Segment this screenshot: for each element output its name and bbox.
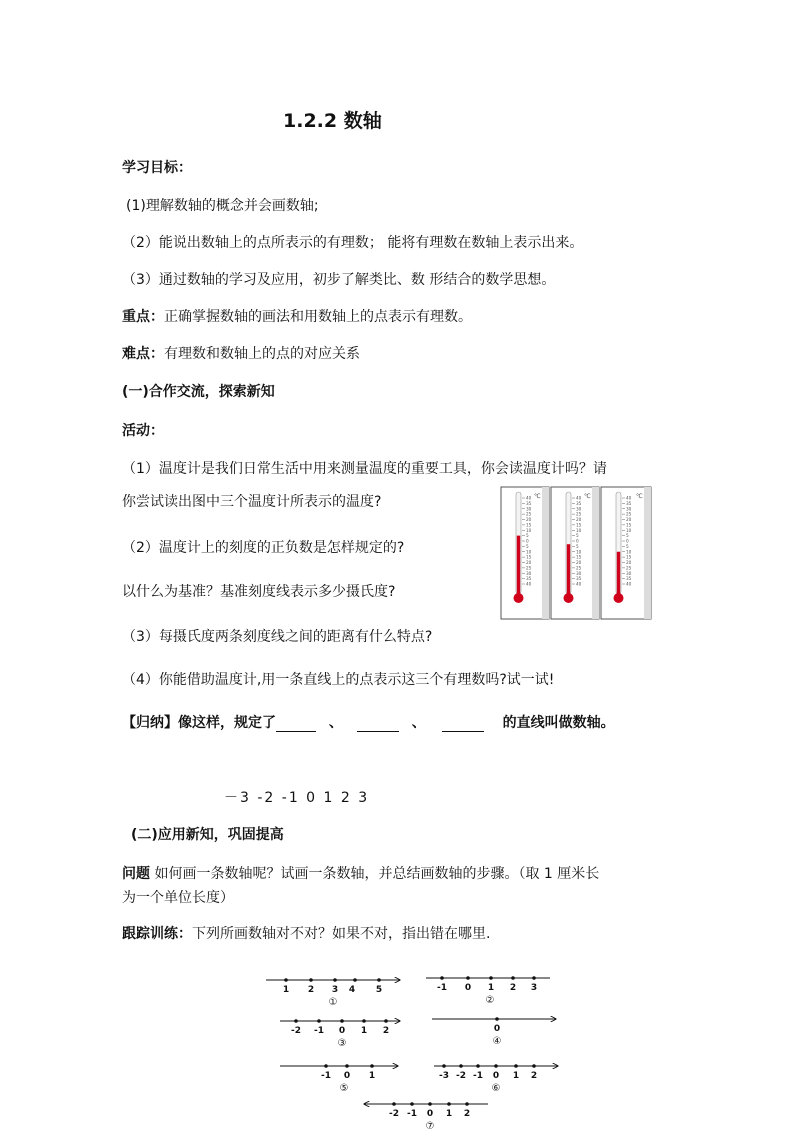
thermometer-tick-label: 5 — [526, 543, 529, 549]
thermometer-tick-label: 10 — [526, 527, 532, 533]
axis-point — [353, 978, 357, 982]
question-3: （3）每摄氏度两条刻度线之间的距离有什么特点? — [122, 629, 433, 645]
difficulty — [122, 343, 360, 363]
thermometer-unit: ℃ — [584, 493, 591, 500]
axis-point — [440, 976, 444, 980]
thermometer-tick-label: 10 — [576, 527, 582, 533]
thermometer-tick-label: 35 — [526, 500, 532, 506]
thermometer-mercury — [617, 552, 620, 596]
thermometer-bulb — [564, 593, 574, 603]
practice — [122, 923, 490, 943]
thermometer-tick-label: 10 — [626, 527, 632, 533]
objectives-heading: 学习目标： — [122, 160, 192, 176]
axis-point — [447, 1102, 451, 1106]
thermometer-bulb — [614, 593, 624, 603]
thermometer-tick-label: 20 — [626, 517, 632, 523]
axis-point — [495, 1017, 499, 1021]
axis-tick-label: 2 — [382, 1026, 390, 1036]
axis-tick-label: 1 — [445, 1109, 453, 1119]
axis-tick-label: -2 — [389, 1109, 399, 1119]
axis-tick-label: 3 — [331, 985, 339, 995]
axis-point — [428, 1102, 432, 1106]
thermometer-tick-label: 30 — [626, 570, 632, 576]
thermometer-tick-label: 25 — [526, 565, 532, 571]
thermometers-figure — [500, 486, 652, 620]
problem-label: 问题 — [122, 866, 150, 882]
question-4: （4）你能借助温度计,用一条直线上的点表示这三个有理数吗?试一试! — [122, 672, 555, 688]
thermometer-tick-label: 15 — [526, 522, 532, 528]
axis-point — [377, 978, 381, 982]
axis-tick-label: 1 — [512, 1071, 520, 1081]
axis-point — [511, 976, 515, 980]
thermometer-tick-label: 5 — [576, 543, 579, 549]
axis-tick-label: 3 — [530, 983, 538, 993]
thermometer-tick-label: 0 — [526, 538, 529, 544]
thermometer-tick-label: 20 — [526, 560, 532, 566]
axis-tick-label: -1 — [314, 1026, 324, 1036]
axis-tick-label: 0 — [493, 1024, 501, 1034]
thermometer-tick-label: 40 — [626, 581, 632, 587]
thermometer-bulb — [514, 593, 524, 603]
thermometer-tick-label: 35 — [526, 576, 532, 582]
key-point-label: 重点： — [122, 309, 164, 325]
axis-caption: ① — [328, 997, 338, 1008]
axis-tick-label: -1 — [321, 1071, 331, 1081]
axis-point — [532, 1064, 536, 1068]
axis-point — [466, 976, 470, 980]
page-title: 1.2.2 数轴 — [283, 110, 382, 132]
axis-tick-label: -1 — [473, 1071, 483, 1081]
number-line-labels: －3 -2 -1 0 1 2 3 — [224, 790, 370, 806]
thermometer-tick-label: 35 — [626, 576, 632, 582]
question-2-line-1: （2）温度计上的刻度的正负数是怎样规定的? — [122, 540, 405, 556]
axis-point — [392, 1102, 396, 1106]
axis-tick-label: 0 — [426, 1109, 434, 1119]
axis-tick-label: 4 — [348, 985, 356, 995]
axis-point — [494, 1064, 498, 1068]
thermometer-tick-label: 10 — [576, 549, 582, 555]
axis-point — [476, 1064, 480, 1068]
axis-tick-label: -2 — [456, 1071, 466, 1081]
thermometer-tick-label: 25 — [576, 511, 582, 517]
axis-point — [333, 978, 337, 982]
axis-tick-label: 0 — [338, 1026, 346, 1036]
axis-point — [370, 1064, 374, 1068]
axes-figure — [258, 965, 568, 1130]
axis-point — [384, 1019, 388, 1023]
axis-tick-label: 1 — [282, 985, 290, 995]
thermometer-tick-label: 35 — [626, 500, 632, 506]
axis-tick-label: -2 — [291, 1026, 301, 1036]
summary — [122, 712, 615, 732]
thermometer-tick-label: 15 — [626, 554, 632, 560]
thermometer-tick-label: 30 — [626, 506, 632, 512]
axis-tick-label: 1 — [368, 1071, 376, 1081]
summary-prefix: 【归纳】 — [122, 715, 178, 731]
problem-line-2: 为一个单位长度） — [122, 890, 234, 906]
axis-tick-label: 2 — [509, 983, 517, 993]
difficulty-label: 难点： — [122, 346, 164, 362]
axis-point — [442, 1064, 446, 1068]
blank-2[interactable] — [357, 717, 399, 732]
axis-caption: ③ — [337, 1038, 347, 1049]
axis-point — [410, 1102, 414, 1106]
practice-label: 跟踪训练： — [122, 926, 192, 942]
thermometer-tick-label: 20 — [576, 517, 582, 523]
axis-tick-label: 2 — [530, 1071, 538, 1081]
axis-point — [294, 1019, 298, 1023]
axis-tick-label: -1 — [437, 983, 447, 993]
question-1-line-2: 你尝试读出图中三个温度计所表示的温度? — [122, 494, 382, 510]
blank-1[interactable] — [276, 717, 316, 732]
objective-2: （2）能说出数轴上的点所表示的有理数； 能将有理数在数轴上表示出来。 — [122, 235, 584, 251]
thermometer-tick-label: 40 — [526, 495, 532, 501]
thermometer-unit: ℃ — [534, 493, 541, 500]
thermometer-frame — [551, 487, 599, 619]
axis-tick-label: 0 — [492, 1071, 500, 1081]
section2-heading: (二)应用新知，巩固提高 — [131, 827, 284, 843]
axis-tick-label: 0 — [343, 1071, 351, 1081]
thermometer-tick-label: 40 — [576, 495, 582, 501]
axis-caption: ⑦ — [425, 1121, 435, 1130]
thermometer-tick-label: 15 — [626, 522, 632, 528]
thermometer-frame — [501, 487, 549, 619]
thermometer-tick-label: 20 — [526, 517, 532, 523]
axis-point — [345, 1064, 349, 1068]
thermometer-tick-label: 25 — [576, 565, 582, 571]
question-1-line-1: （1）温度计是我们日常生活中用来测量温度的重要工具，你会读温度计吗？请 — [122, 461, 607, 477]
axis-point — [317, 1019, 321, 1023]
thermometer-tick-label: 15 — [526, 554, 532, 560]
problem-line-1 — [122, 863, 599, 883]
thermometer-mercury — [567, 544, 570, 596]
thermometer-tick-label: 15 — [576, 522, 582, 528]
axis-caption: ④ — [492, 1036, 502, 1047]
thermometer-tick-label: 25 — [526, 511, 532, 517]
problem-text: 如何画一条数轴呢？试画一条数轴，并总结画数轴的步骤。（取 1 厘米长 — [150, 866, 600, 882]
thermometer-tick-label: 5 — [626, 533, 629, 539]
thermometer-tick-label: 40 — [576, 581, 582, 587]
axis-caption: ⑥ — [491, 1083, 501, 1094]
thermometer-tick-label: 35 — [576, 500, 582, 506]
thermometer-tick-label: 30 — [576, 570, 582, 576]
thermometer-tick-label: 40 — [626, 495, 632, 501]
axis-point — [489, 976, 493, 980]
thermometer-tick-label: 5 — [576, 533, 579, 539]
thermometer-tick-label: 15 — [576, 554, 582, 560]
axis-point — [514, 1064, 518, 1068]
axis-tick-label: -3 — [439, 1071, 449, 1081]
axis-point — [459, 1064, 463, 1068]
thermometer-frame-shade — [542, 487, 549, 619]
thermometer-tick-label: 30 — [526, 506, 532, 512]
blank-3[interactable] — [442, 717, 484, 732]
thermometer-tick-label: 5 — [526, 533, 529, 539]
thermometer-tick-label: 30 — [526, 570, 532, 576]
thermometer-tick-label: 10 — [526, 549, 532, 555]
thermometer-tick-label: 30 — [576, 506, 582, 512]
thermometer-tick-label: 20 — [626, 560, 632, 566]
summary-sep-2: 、 — [411, 715, 426, 731]
axis-point — [465, 1102, 469, 1106]
axis-point — [340, 1019, 344, 1023]
thermometer-frame-shade — [592, 487, 599, 619]
thermometer-tick-label: 25 — [626, 565, 632, 571]
axis-caption: ② — [485, 995, 495, 1006]
thermometer-unit: ℃ — [636, 493, 643, 500]
summary-text-2: 的直线叫做数轴。 — [502, 715, 615, 731]
axis-tick-label: 0 — [464, 983, 472, 993]
axis-point — [309, 978, 313, 982]
thermometer-tick-label: 40 — [526, 581, 532, 587]
thermometer-tick-label: 20 — [576, 560, 582, 566]
axis-point — [284, 978, 288, 982]
thermometer-mercury — [517, 536, 520, 596]
axis-point — [362, 1019, 366, 1023]
thermometer-frame-shade — [644, 487, 651, 619]
thermometer-tick-label: 35 — [576, 576, 582, 582]
thermometer-tick-label: 0 — [626, 538, 629, 544]
summary-sep-1: 、 — [328, 715, 343, 731]
thermometer-tick-label: 5 — [626, 543, 629, 549]
practice-text: 下列所画数轴对不对？如果不对，指出错在哪里. — [192, 926, 491, 942]
section1-heading: (一)合作交流，探索新知 — [122, 384, 275, 400]
axis-tick-label: 2 — [463, 1109, 471, 1119]
axis-point — [324, 1064, 328, 1068]
activity-heading: 活动： — [122, 423, 164, 439]
difficulty-text: 有理数和数轴上的点的对应关系 — [164, 346, 360, 362]
objective-1: (1)理解数轴的概念并会画数轴; — [126, 198, 319, 214]
axis-tick-label: 5 — [375, 985, 383, 995]
question-2-line-2: 以什么为基准？基准刻度线表示多少摄氏度? — [122, 584, 396, 600]
axis-tick-label: 1 — [360, 1026, 368, 1036]
thermometer-tick-label: 25 — [626, 511, 632, 517]
axis-caption: ⑤ — [339, 1083, 349, 1094]
key-point-text: 正确掌握数轴的画法和用数轴上的点表示有理数。 — [164, 309, 472, 325]
axis-point — [532, 976, 536, 980]
thermometer-tick-label: 10 — [626, 549, 632, 555]
axis-tick-label: 2 — [307, 985, 315, 995]
axis-tick-label: 1 — [487, 983, 495, 993]
thermometer-tick-label: 0 — [576, 538, 579, 544]
key-point — [122, 306, 472, 326]
summary-text-1: 像这样，规定了 — [178, 715, 276, 731]
objective-3: （3）通过数轴的学习及应用，初步了解类比、数 形结合的数学思想。 — [122, 272, 556, 288]
axis-tick-label: -1 — [407, 1109, 417, 1119]
